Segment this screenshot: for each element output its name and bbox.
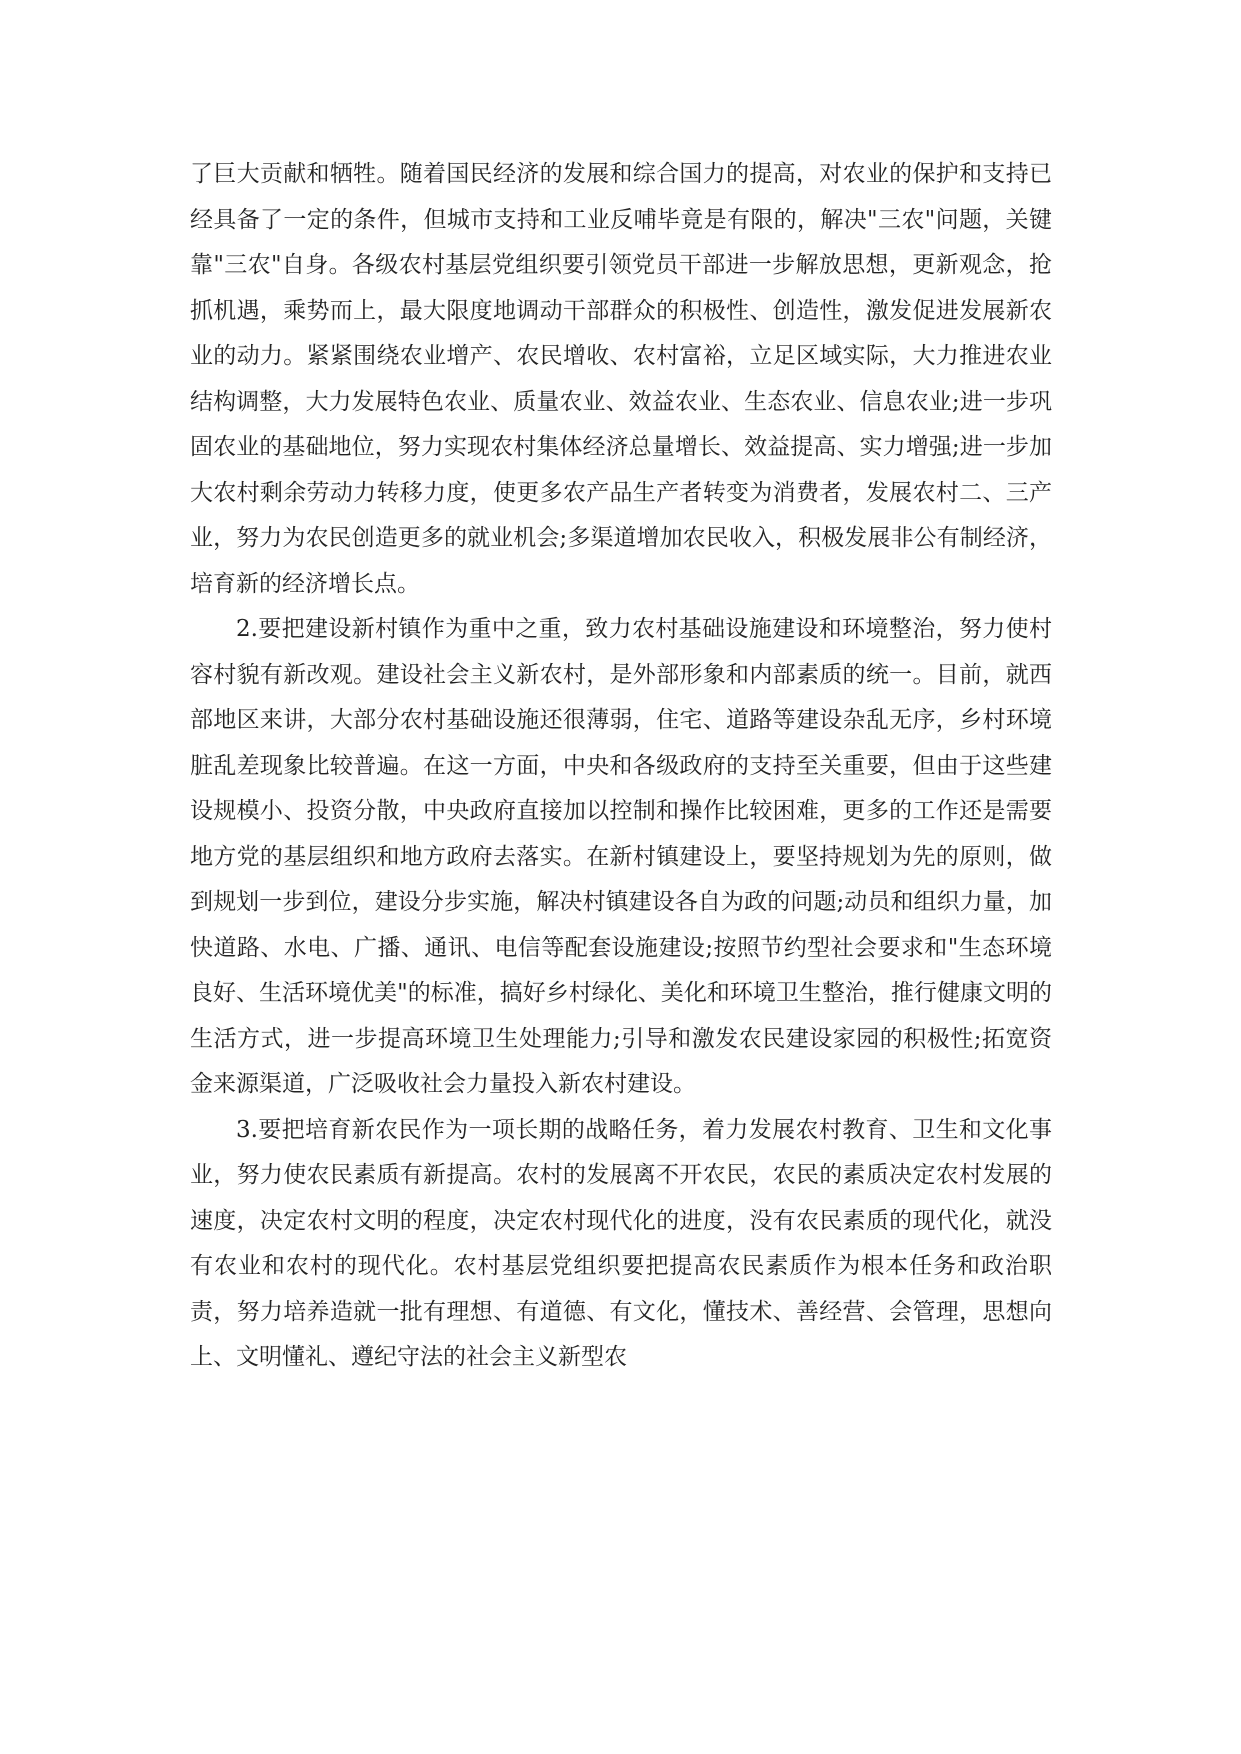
paragraph-3: 3.要把培育新农民作为一项长期的战略任务，着力发展农村教育、卫生和文化事业，努力使农民素质有新提高。农村的发展离不开农民，农民的素质决定农村发展的速度，决定农村文明的程度，决定农村现代化的进度，没有农民素质的现代化，就没有农业和农村的现代化。农村基层党组织要把提高农民素质作为根本任务和政治职责，努力培养造就一批有理想、有道德、有文化，懂技术、善经营、会管理，思想向上、文明懂礼、遵纪守法的社会主义新型农: [190, 1116, 1052, 1370]
document-body: [190, 152, 1052, 1381]
paragraph-1: 了巨大贡献和牺牲。随着国民经济的发展和综合国力的提高，对农业的保护和支持已经具备了一定的条件，但城市支持和工业反哺毕竟是有限的，解决"三农"问题，关键靠"三农"自身。各级农村基层党组织要引领党员干部进一步解放思想，更新观念，抢抓机遇，乘势而上，最大限度地调动干部群众的积极性、创造性，激发促进发展新农业的动力。紧紧围绕农业增产、农民增收、农村富裕，立足区域实际，大力推进农业结构调整，大力发展特色农业、质量农业、效益农业、生态农业、信息农业;进一步巩固农业的基础地位，努力实现农村集体经济总量增长、效益提高、实力增强;进一步加大农村剩余劳动力转移力度，使更多农产品生产者转变为消费者，发展农村二、三产业，努力为农民创造更多的就业机会;多渠道增加农民收入，积极发展非公有制经济，培育新的经济增长点。: [190, 161, 1052, 597]
paragraph-2: 2.要把建设新村镇作为重中之重，致力农村基础设施建设和环境整治，努力使村容村貌有新改观。建设社会主义新农村，是外部形象和内部素质的统一。目前，就西部地区来讲，大部分农村基础设施还很薄弱，住宅、道路等建设杂乱无序，乡村环境脏乱差现象比较普遍。在这一方面，中央和各级政府的支持至关重要，但由于这些建设规模小、投资分散，中央政府直接加以控制和操作比较困难，更多的工作还是需要地方党的基层组织和地方政府去落实。在新村镇建设上，要坚持规划为先的原则，做到规划一步到位，建设分步实施，解决村镇建设各自为政的问题;动员和组织力量，加快道路、水电、广播、通讯、电信等配套设施建设;按照节约型社会要求和"生态环境良好、生活环境优美"的标准，搞好乡村绿化、美化和环境卫生整治，推行健康文明的生活方式，进一步提高环境卫生处理能力;引导和激发农民建设家园的积极性;拓宽资金来源渠道，广泛吸收社会力量投入新农村建设。: [190, 616, 1052, 1097]
